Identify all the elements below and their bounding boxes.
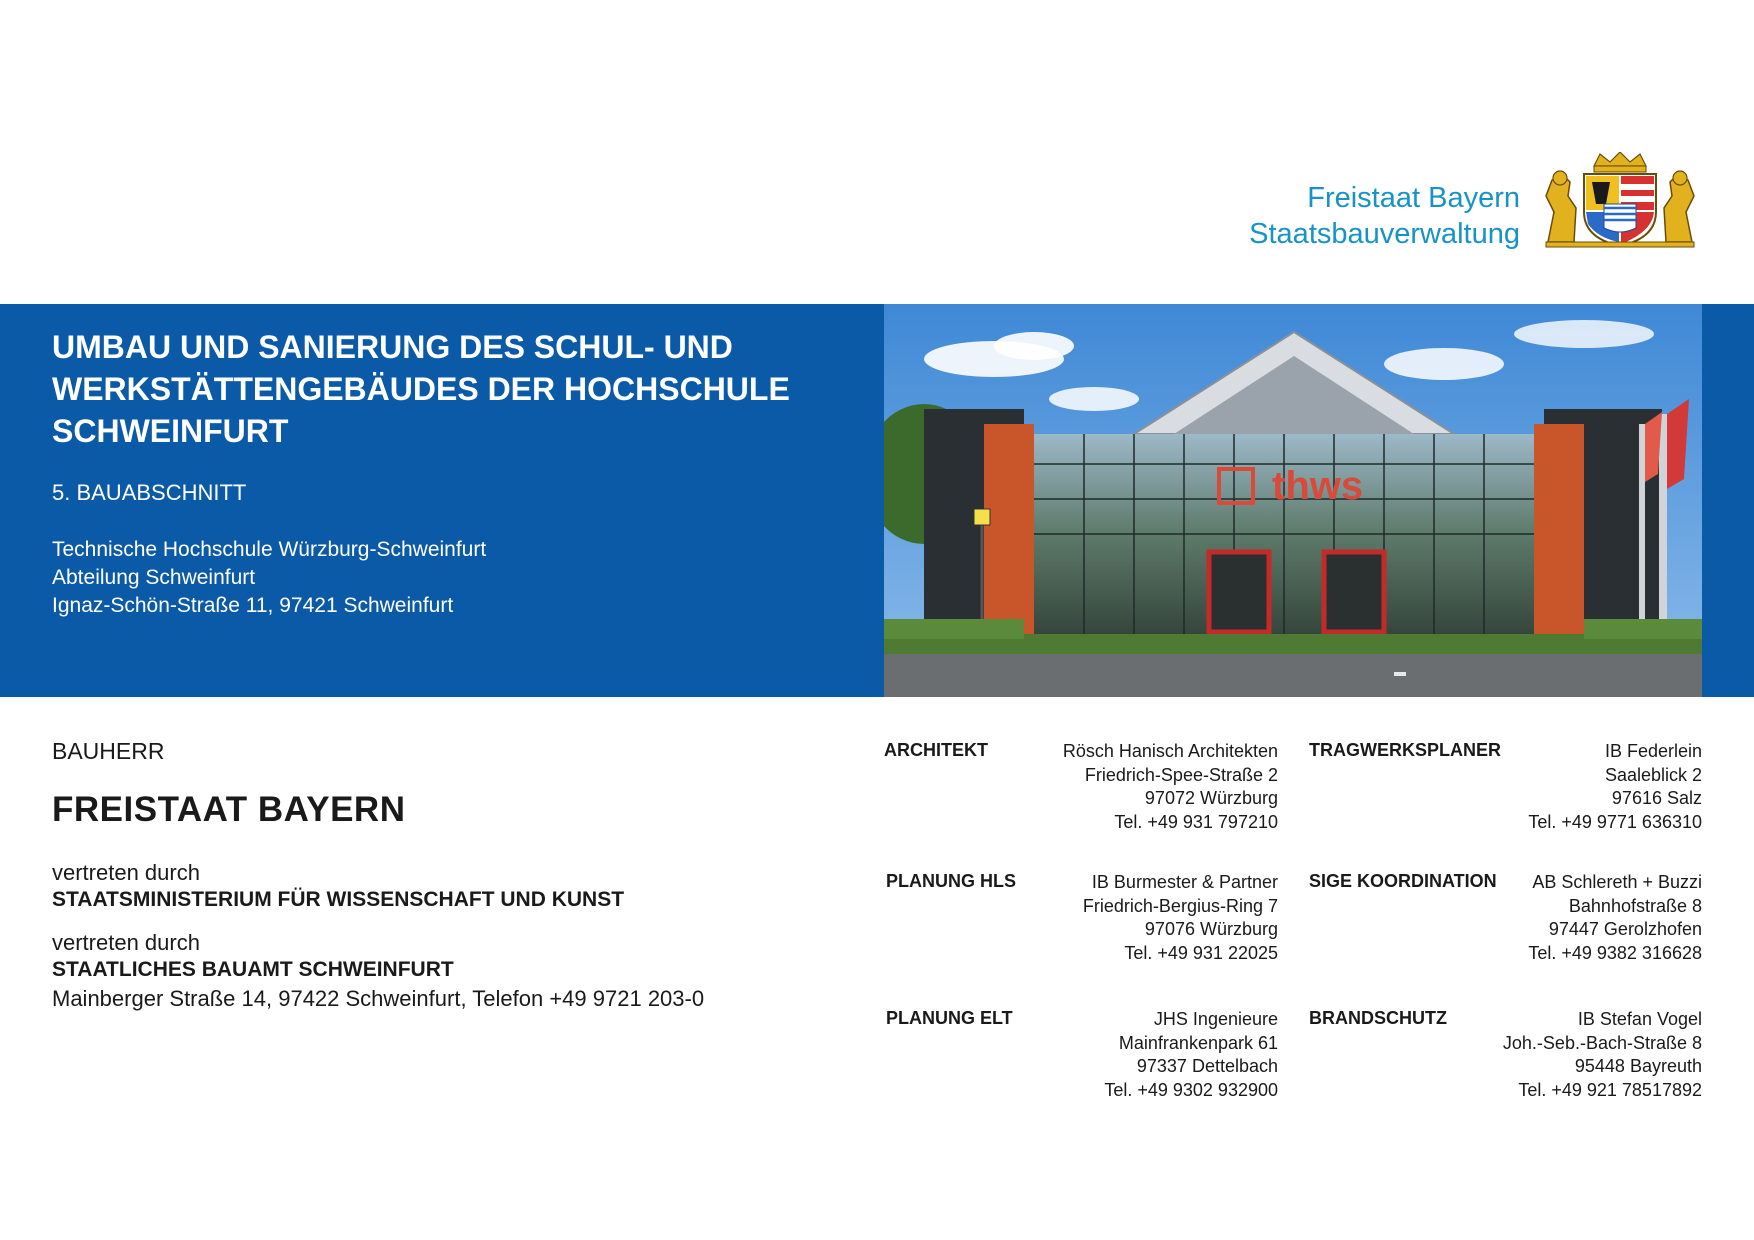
project-address	[52, 536, 486, 620]
planner-line: AB Schlereth + Buzzi	[1532, 872, 1702, 892]
planner-line: 97076 Würzburg	[1144, 919, 1278, 939]
brand-line-1: Freistaat Bayern	[1307, 182, 1520, 214]
project-address-line: Ignaz-Schön-Straße 11, 97421 Schweinfurt	[52, 594, 454, 617]
project-title-line: UMBAU UND SANIERUNG DES SCHUL- UND	[52, 329, 733, 365]
planner-details-hls	[1083, 871, 1278, 965]
planner-line: IB Stefan Vogel	[1577, 1009, 1702, 1029]
office-name: STAATLICHES BAUAMT SCHWEINFURT	[52, 958, 454, 981]
planner-line: Tel. +49 931 22025	[1124, 942, 1278, 963]
planner-line: Tel. +49 9382 316628	[1528, 942, 1702, 963]
planner-details-brandschutz	[1503, 1008, 1702, 1102]
planner-details-tragwerk	[1528, 740, 1702, 834]
planner-line: Tel. +49 9302 932900	[1104, 1079, 1278, 1100]
office-address: Mainberger Straße 14, 97422 Schweinfurt, Telefon +49 9721 203-0	[52, 986, 705, 1011]
project-address-line: Technische Hochschule Würzburg-Schweinfurt	[52, 538, 487, 561]
planner-label-brandschutz: BRANDSCHUTZ	[1309, 1008, 1447, 1028]
planner-line: Friedrich-Spee-Straße 2	[1084, 764, 1278, 785]
brand-line-2: Staatsbauverwaltung	[1249, 218, 1520, 250]
planner-line: Bahnhofstraße 8	[1568, 895, 1702, 916]
planner-line: Tel. +49 9771 636310	[1528, 811, 1702, 832]
planner-label-architekt: ARCHITEKT	[884, 740, 988, 760]
project-title-line: WERKSTÄTTENGEBÄUDES DER HOCHSCHULE	[52, 371, 790, 407]
planner-line: 97337 Dettelbach	[1136, 1056, 1278, 1076]
brand-wordmark	[1249, 180, 1520, 252]
planner-line: IB Federlein	[1604, 741, 1702, 761]
planner-line: Joh.-Seb.-Bach-Straße 8	[1502, 1032, 1702, 1053]
planner-line: IB Burmester & Partner	[1091, 872, 1278, 892]
planner-line: 95448 Bayreuth	[1574, 1056, 1702, 1076]
planner-line: Mainfrankenpark 61	[1118, 1032, 1278, 1053]
planner-details-architekt	[1063, 740, 1278, 834]
planner-label-hls: PLANUNG HLS	[886, 871, 1016, 891]
project-phase: 5. BAUABSCHNITT	[52, 480, 247, 505]
bavarian-coat-of-arms-icon	[1540, 152, 1700, 248]
project-title-line: SCHWEINFURT	[52, 413, 289, 449]
planner-details-sige	[1528, 871, 1702, 965]
client-label: BAUHERR	[52, 738, 165, 764]
planner-line: Friedrich-Bergius-Ring 7	[1082, 895, 1278, 916]
planner-label-tragwerk: TRAGWERKSPLANER	[1309, 740, 1501, 760]
planner-label-elt: PLANUNG ELT	[886, 1008, 1013, 1028]
planner-line: Saaleblick 2	[1604, 764, 1702, 785]
planner-line: 97616 Salz	[1611, 788, 1702, 808]
banner-edge	[1702, 304, 1754, 697]
planner-label-sige: SIGE KOORDINATION	[1309, 871, 1497, 891]
planner-line: Tel. +49 931 797210	[1114, 811, 1278, 832]
project-title	[52, 326, 872, 452]
planner-details-elt	[1104, 1008, 1278, 1102]
client-name: FREISTAAT BAYERN	[52, 790, 406, 829]
thws-sign: thws	[1272, 464, 1364, 508]
planner-line: 97447 Gerolzhofen	[1548, 919, 1702, 939]
ministry-name: STAATSMINISTERIUM FÜR WISSENSCHAFT UND KUNST	[52, 888, 625, 911]
planner-line: JHS Ingenieure	[1153, 1009, 1278, 1029]
planner-line: 97072 Würzburg	[1144, 788, 1278, 808]
planner-line: Tel. +49 921 78517892	[1518, 1079, 1702, 1100]
planner-line: Rösch Hanisch Architekten	[1062, 741, 1278, 761]
building-photo	[884, 304, 1702, 697]
represented-by-text: vertreten durch	[52, 930, 200, 955]
represented-by-text: vertreten durch	[52, 860, 200, 885]
project-address-line: Abteilung Schweinfurt	[52, 566, 256, 589]
